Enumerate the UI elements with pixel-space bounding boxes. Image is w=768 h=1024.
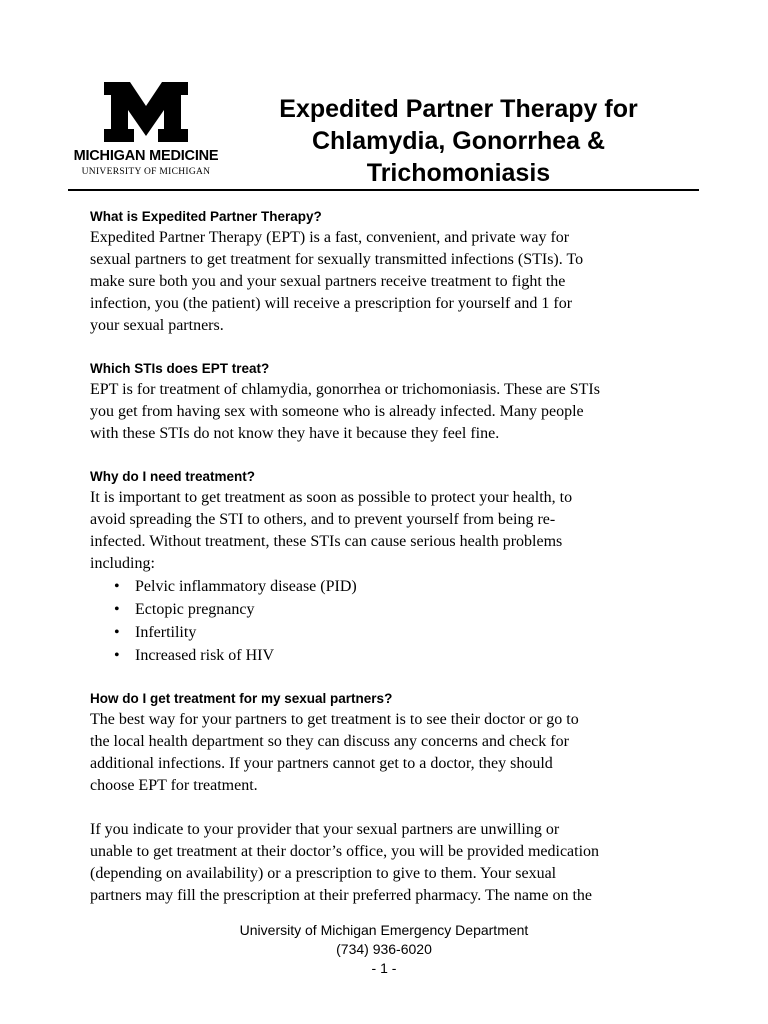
title-line: Trichomoniasis [366,159,551,187]
paragraph-line: additional infections. If your partners cannot get to a doctor, they should [90,755,553,772]
paragraph-line: infection, you (the patient) will receive a prescription for yourself and 1 for [90,295,573,312]
section-which-stis [90,359,690,445]
section-paragraph [90,819,690,907]
health-problems-list [90,575,690,667]
section-heading: How do I get treatment for my sexual partners? [90,691,393,706]
section-why-treatment [90,467,690,667]
paragraph-line: (depending on availability) or a prescription to give to them. Your sexual [90,865,557,882]
block-m-logo-icon [104,82,188,142]
section-paragraph [90,487,690,575]
section-what-is-ept [90,207,690,337]
title-divider [68,189,699,191]
paragraph-line: make sure both you and your sexual partners receive treatment to fight the [90,273,566,290]
paragraph-line: the local health department so they can discuss any concerns and check for [90,733,569,750]
logo-org-subtitle: UNIVERSITY OF MICHIGAN [81,167,211,177]
paragraph-line: partners may fill the prescription at their preferred pharmacy. The name on the [90,887,593,904]
section-heading: Which STIs does EPT treat? [90,361,270,376]
section-paragraph [90,227,690,337]
bullet-icon: • [114,578,120,595]
document-body [90,207,690,907]
page-footer [0,921,768,978]
paragraph-line: EPT is for treatment of chlamydia, gonorrhea or trichomoniasis. These are STIs [90,381,600,398]
bullet-icon: • [114,647,120,664]
bullet-icon: • [114,601,120,618]
paragraph-line: avoid spreading the STI to others, and to prevent yourself from being re- [90,511,556,528]
logo-org-name: MICHIGAN MEDICINE [73,148,219,164]
paragraph-line: Expedited Partner Therapy (EPT) is a fast, convenient, and private way for [90,229,570,246]
section-heading: Why do I need treatment? [90,469,256,484]
paragraph-line: choose EPT for treatment. [90,777,258,794]
paragraph-line: you get from having sex with someone who is already infected. Many people [90,403,584,420]
paragraph-line: sexual partners to get treatment for sexually transmitted infections (STIs). To [90,251,584,268]
page-number: - 1 - [371,960,397,976]
michigan-medicine-logo [68,82,224,182]
bullet-icon: • [114,624,120,641]
paragraph-line: If you indicate to your provider that your sexual partners are unwilling or [90,821,560,838]
paragraph-line: unable to get treatment at their doctor’s office, you will be provided medication [90,843,600,860]
list-item: • Ectopic pregnancy [90,598,690,621]
section-paragraph [90,379,690,445]
title-line: Chlamydia, Gonorrhea & [311,127,606,155]
page-title [236,93,681,189]
section-paragraph [90,709,690,797]
paragraph-line: infected. Without treatment, these STIs can cause serious health problems [90,533,563,550]
list-item: • Infertility [90,621,690,644]
paragraph-line: including: [90,555,155,572]
footer-phone: (734) 936-6020 [336,941,432,957]
footer-department: University of Michigan Emergency Department [239,922,529,938]
title-line: Expedited Partner Therapy for [279,95,638,123]
section-heading: What is Expedited Partner Therapy? [90,209,322,224]
paragraph-line: It is important to get treatment as soon as possible to protect your health, to [90,489,573,506]
section-partner-treatment [90,689,690,907]
paragraph-line: your sexual partners. [90,317,224,334]
paragraph-line: with these STIs do not know they have it because they feel fine. [90,425,500,442]
list-item: • Increased risk of HIV [90,644,690,667]
paragraph-line: The best way for your partners to get treatment is to see their doctor or go to [90,711,579,728]
list-item: • Pelvic inflammatory disease (PID) [90,575,690,598]
